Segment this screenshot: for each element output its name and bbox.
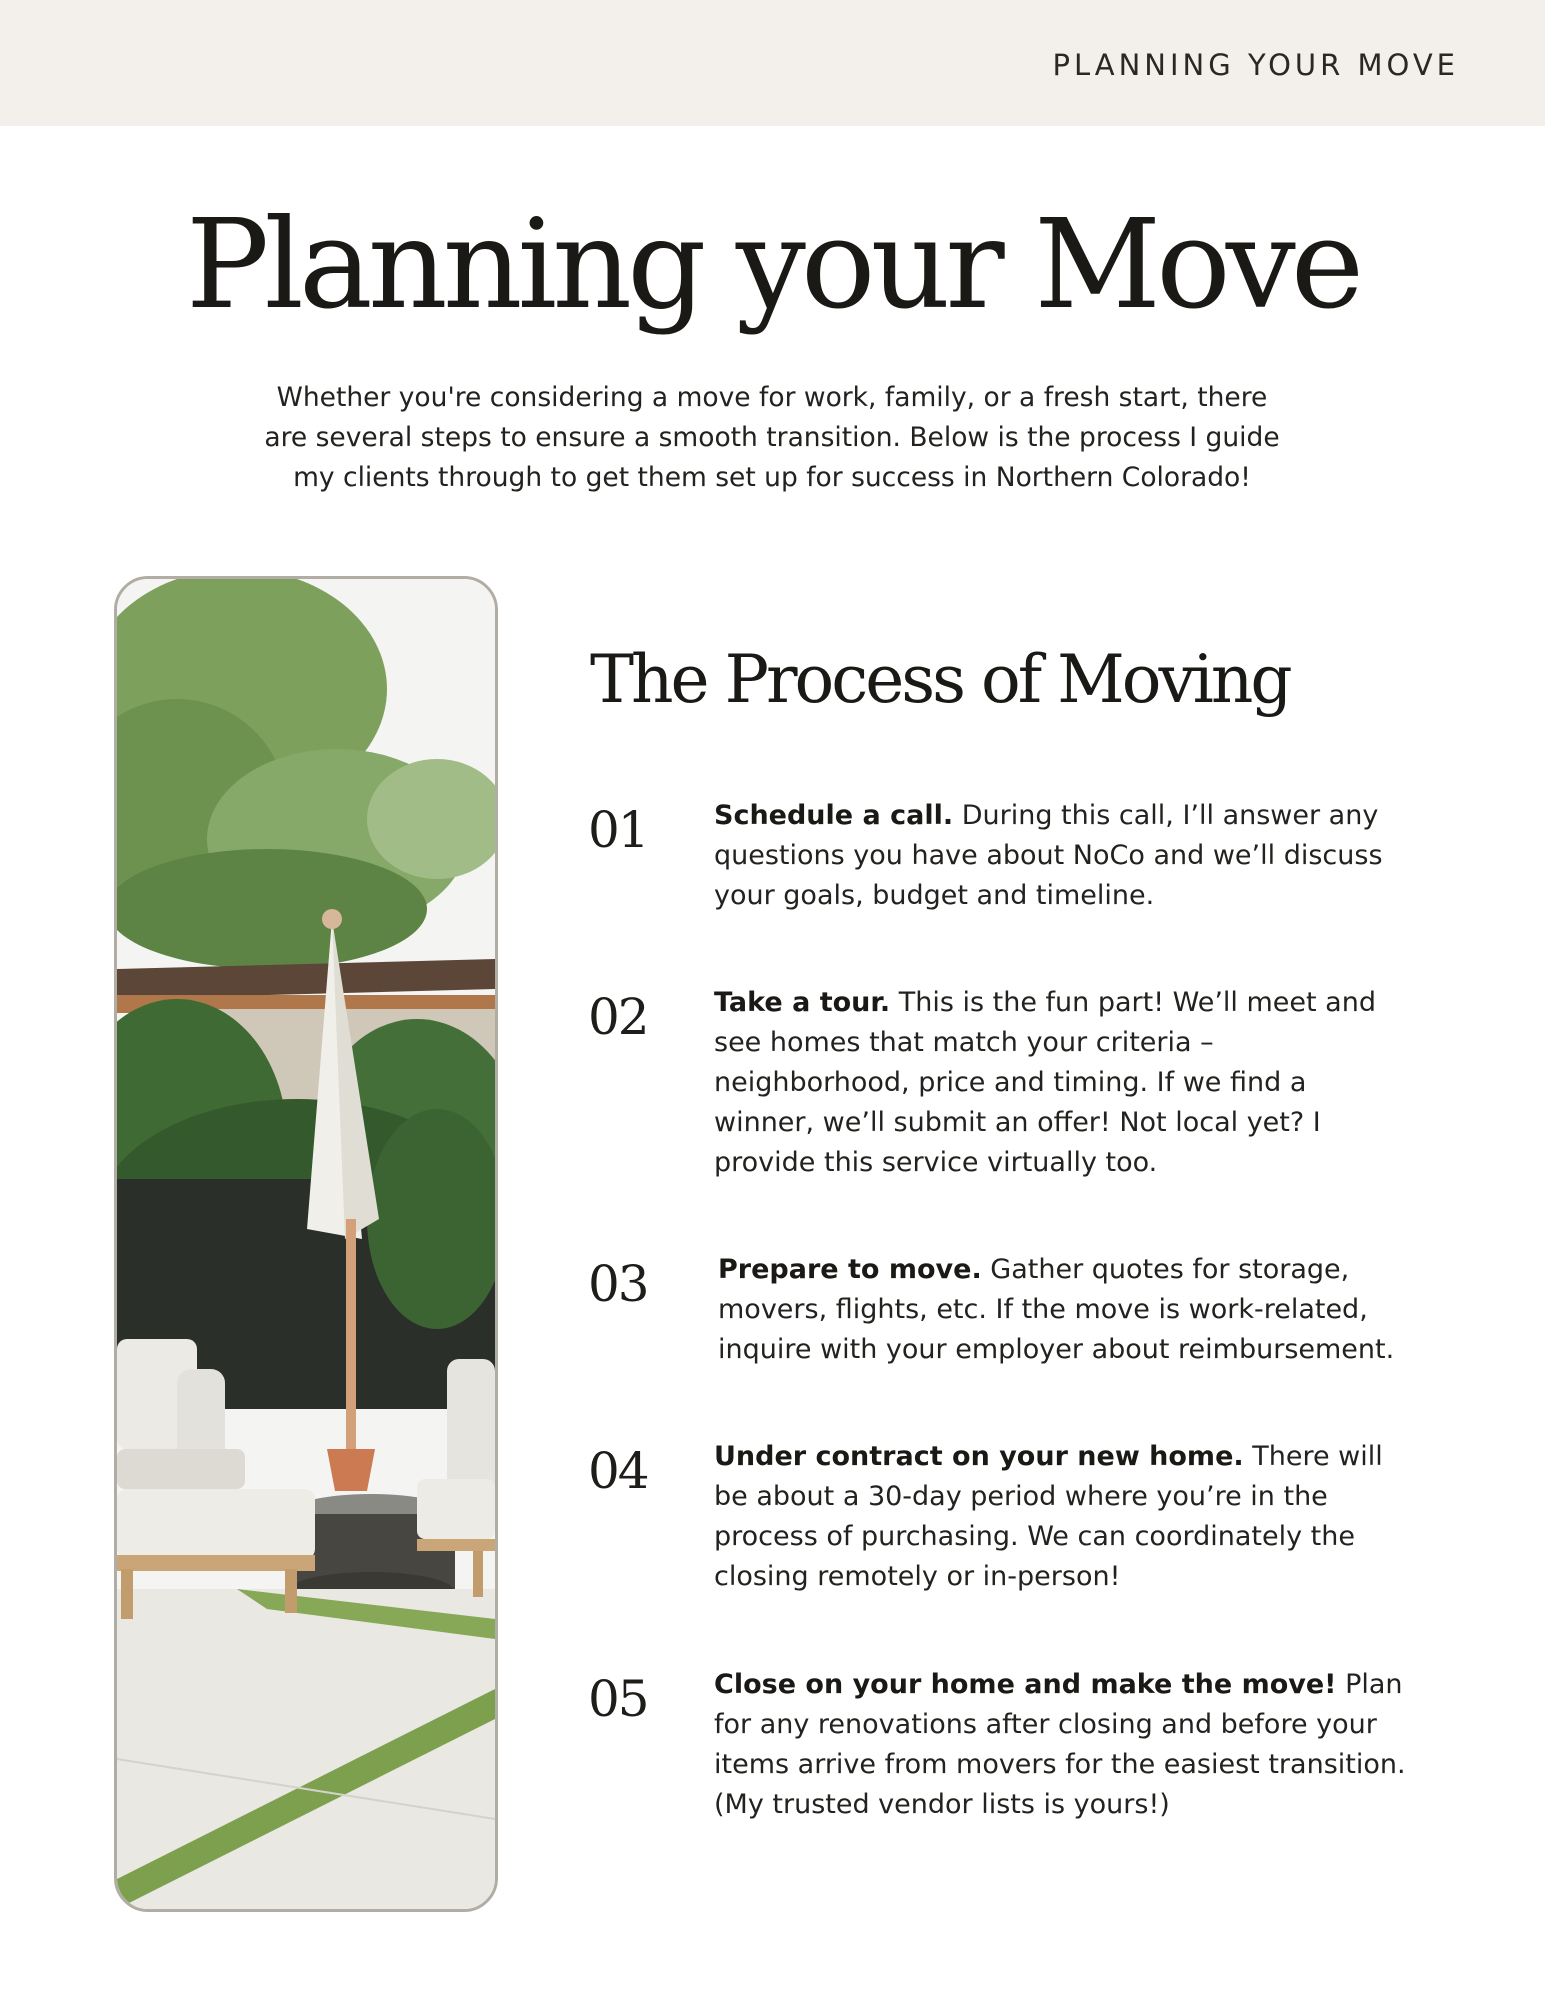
patio-photo [114, 576, 498, 1912]
step-body: There will be about a 30-day period where you’re in the process of purchasing. We can coordinately the closing remotely or in-person! [714, 1441, 1383, 1592]
page-title: Planning your Move [185, 193, 1360, 337]
intro-paragraph: Whether you're considering a move for work, family, or a fresh start, there are several steps to ensure a smooth transition. Below is the process I guide my clients through to get them set up for success in Northern Colorado! [264, 382, 1280, 493]
step-body: Plan for any renovations after closing and before your items arrive from movers for the easiest transition. (My trusted vendor lists is yours!) [714, 1669, 1406, 1820]
step-description [718, 1250, 1418, 1370]
step-number: 03 [588, 1255, 648, 1313]
step-number: 02 [588, 988, 648, 1046]
header-label: PLANNING YOUR MOVE [1052, 48, 1459, 82]
step-number: 01 [588, 801, 648, 859]
header-band [0, 0, 1545, 126]
step-description [714, 1437, 1414, 1597]
step-number: 05 [588, 1670, 648, 1728]
step-body: Gather quotes for storage, movers, flights, etc. If the move is work-related, inquire with your employer about reimbursement. [718, 1254, 1395, 1365]
step-body: During this call, I’ll answer any questions you have about NoCo and we’ll discuss your goals, budget and timeline. [714, 800, 1383, 911]
step-description [714, 983, 1414, 1183]
step-heading: Prepare to move. [718, 1254, 982, 1285]
step-heading: Take a tour. [714, 987, 891, 1018]
step-heading: Close on your home and make the move! [714, 1669, 1337, 1700]
step-description [714, 796, 1414, 916]
section-title: The Process of Moving [590, 641, 1290, 718]
step-description [714, 1665, 1414, 1825]
step-heading: Under contract on your new home. [714, 1441, 1244, 1472]
step-heading: Schedule a call. [714, 800, 954, 831]
step-number: 04 [588, 1442, 648, 1500]
patio-photo-illustration [117, 579, 495, 1909]
step-body: This is the fun part! We’ll meet and see homes that match your criteria – neighborhood, price and timing. If we find a winner, we’ll submit an offer! Not local yet? I provide this service virtually too. [714, 987, 1376, 1178]
